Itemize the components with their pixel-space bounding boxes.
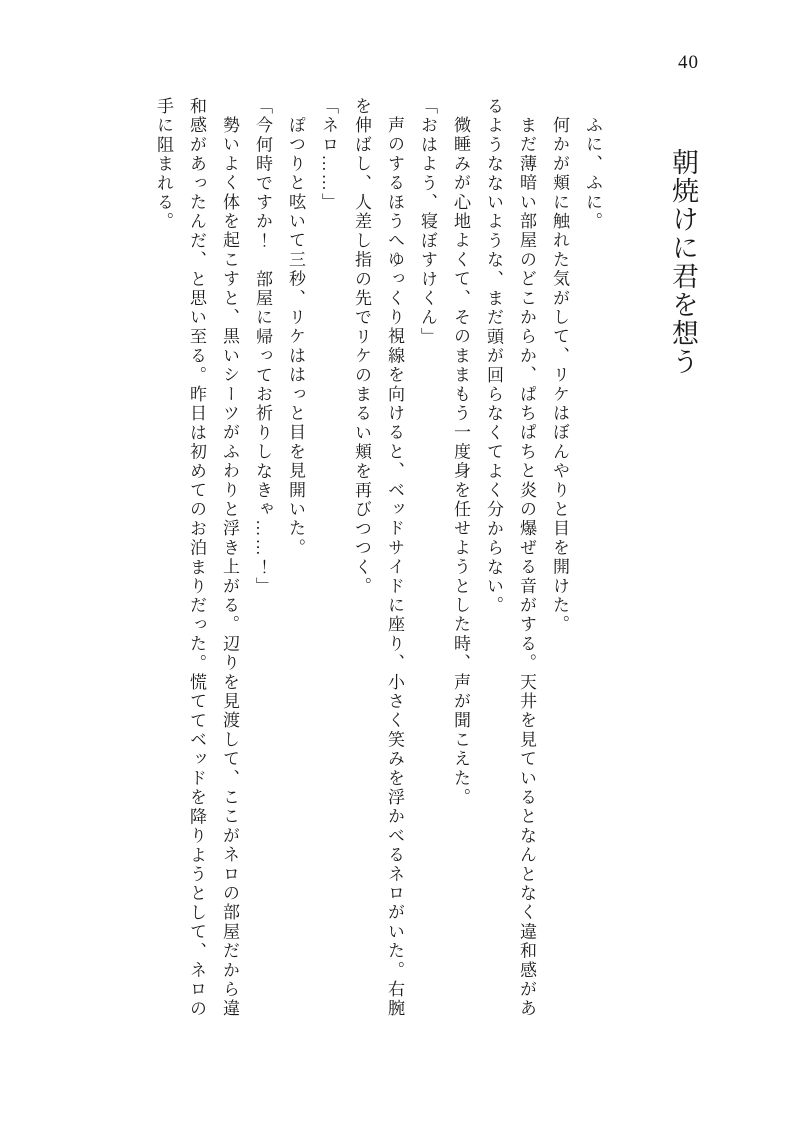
paragraph: 「おはよう、寝ぼすけくん」: [418, 97, 437, 347]
paragraph: 声のするほうへゆっくり視線を向けると、ベッドサイドに座り、小さく笑みを浮かべるネロがいた。右腕を伸ばし、人差し指の先でリケのまるい頬を再びつつく。: [352, 97, 404, 1019]
paragraph: 「ネロ……」: [319, 97, 338, 213]
page-number: 40: [678, 52, 699, 73]
paragraph: ぽつりと呟いて三秒、リケははっと目を見開いた。: [286, 116, 305, 558]
body-text: [147, 97, 609, 1019]
paragraph: まだ薄暗い部屋のどこからか、ぱちぱちと炎の爆ぜる音がする。天井を見ているとなんとなく違和感があるようなないような、まだ頭が回らなくてよく分からない。: [484, 97, 536, 1019]
paragraph: 「今何時ですか！ 部屋に帰ってお祈りしなきゃ……！」: [253, 97, 272, 597]
paragraph: 微睡みが心地よくて、そのままもう一度身を任せようとした時、声が聞こえた。: [451, 116, 470, 808]
paragraph: 何かが頬に触れた気がして、リケはぼんやりと目を開けた。: [550, 116, 569, 635]
page-title: 朝焼けに君を想う: [668, 148, 698, 376]
paragraph: ふに、ふに。: [583, 116, 602, 232]
paragraph: 勢いよく体を起こすと、黒いシーツがふわりと浮き上がる。辺りを見渡して、ここがネロの部屋だから違和感があったんだ、と思い至る。昨日は初めてのお泊まりだった。慌ててベッドを降りようとして、ネロの手に阻まれる。: [154, 97, 239, 1019]
